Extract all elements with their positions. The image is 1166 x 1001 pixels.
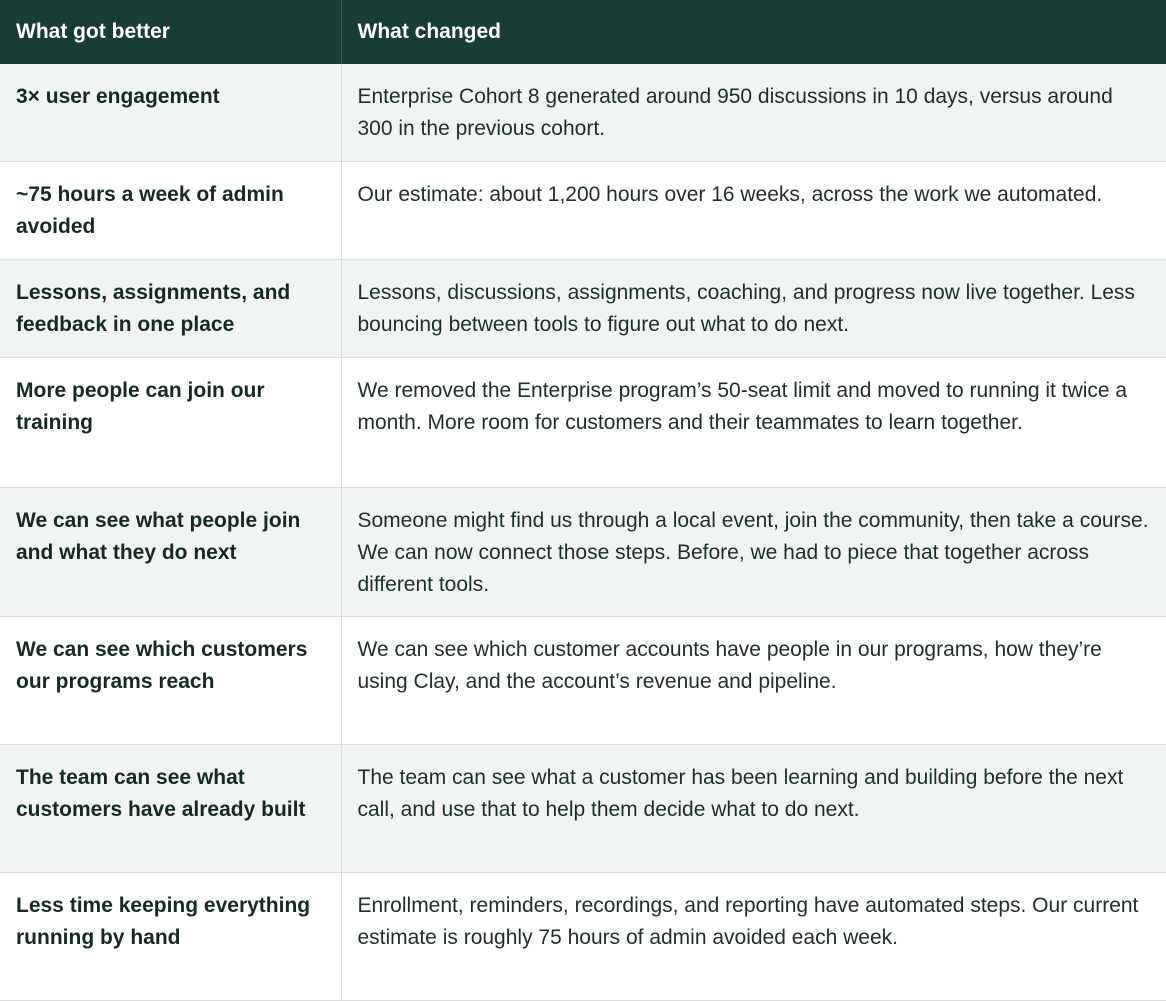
change-cell: We can see which customer accounts have people in our programs, how they’re using Clay, and the account’s revenue and pipeline.: [341, 616, 1166, 744]
improvement-cell: Lessons, assignments, and feedback in one place: [0, 259, 341, 357]
change-cell: Lessons, discussions, assignments, coaching, and progress now live together. Less bouncing between tools to figure out what to do next.: [341, 259, 1166, 357]
table-row: [0, 64, 1166, 161]
improvement-cell: We can see which customers our programs reach: [0, 616, 341, 744]
header-row: [0, 0, 1166, 64]
table-row: [0, 161, 1166, 259]
improvement-cell: More people can join our training: [0, 357, 341, 487]
table-row: [0, 616, 1166, 744]
header-what-changed: What changed: [341, 0, 1166, 64]
table-header: [0, 0, 1166, 64]
table-row: [0, 872, 1166, 1000]
improvement-cell: 3× user engagement: [0, 64, 341, 161]
change-cell: The team can see what a customer has been learning and building before the next call, and use that to help them decide what to do next.: [341, 744, 1166, 872]
improvement-cell: Less time keeping everything running by hand: [0, 872, 341, 1000]
improvement-cell: The team can see what customers have already built: [0, 744, 341, 872]
change-cell: Our estimate: about 1,200 hours over 16 weeks, across the work we automated.: [341, 161, 1166, 259]
change-cell: Someone might find us through a local event, join the community, then take a course. We can now connect those steps. Before, we had to piece that together across different tools.: [341, 487, 1166, 616]
improvement-cell: We can see what people join and what they do next: [0, 487, 341, 616]
header-what-got-better: What got better: [0, 0, 341, 64]
table-row: [0, 259, 1166, 357]
change-cell: We removed the Enterprise program’s 50-seat limit and moved to running it twice a month. More room for customers and their teammates to learn together.: [341, 357, 1166, 487]
table-row: [0, 487, 1166, 616]
change-cell: Enterprise Cohort 8 generated around 950 discussions in 10 days, versus around 300 in the previous cohort.: [341, 64, 1166, 161]
table-body: [0, 64, 1166, 1000]
change-cell: Enrollment, reminders, recordings, and reporting have automated steps. Our current estimate is roughly 75 hours of admin avoided each week.: [341, 872, 1166, 1000]
table-row: [0, 744, 1166, 872]
table-row: [0, 357, 1166, 487]
improvement-cell: ~75 hours a week of admin avoided: [0, 161, 341, 259]
